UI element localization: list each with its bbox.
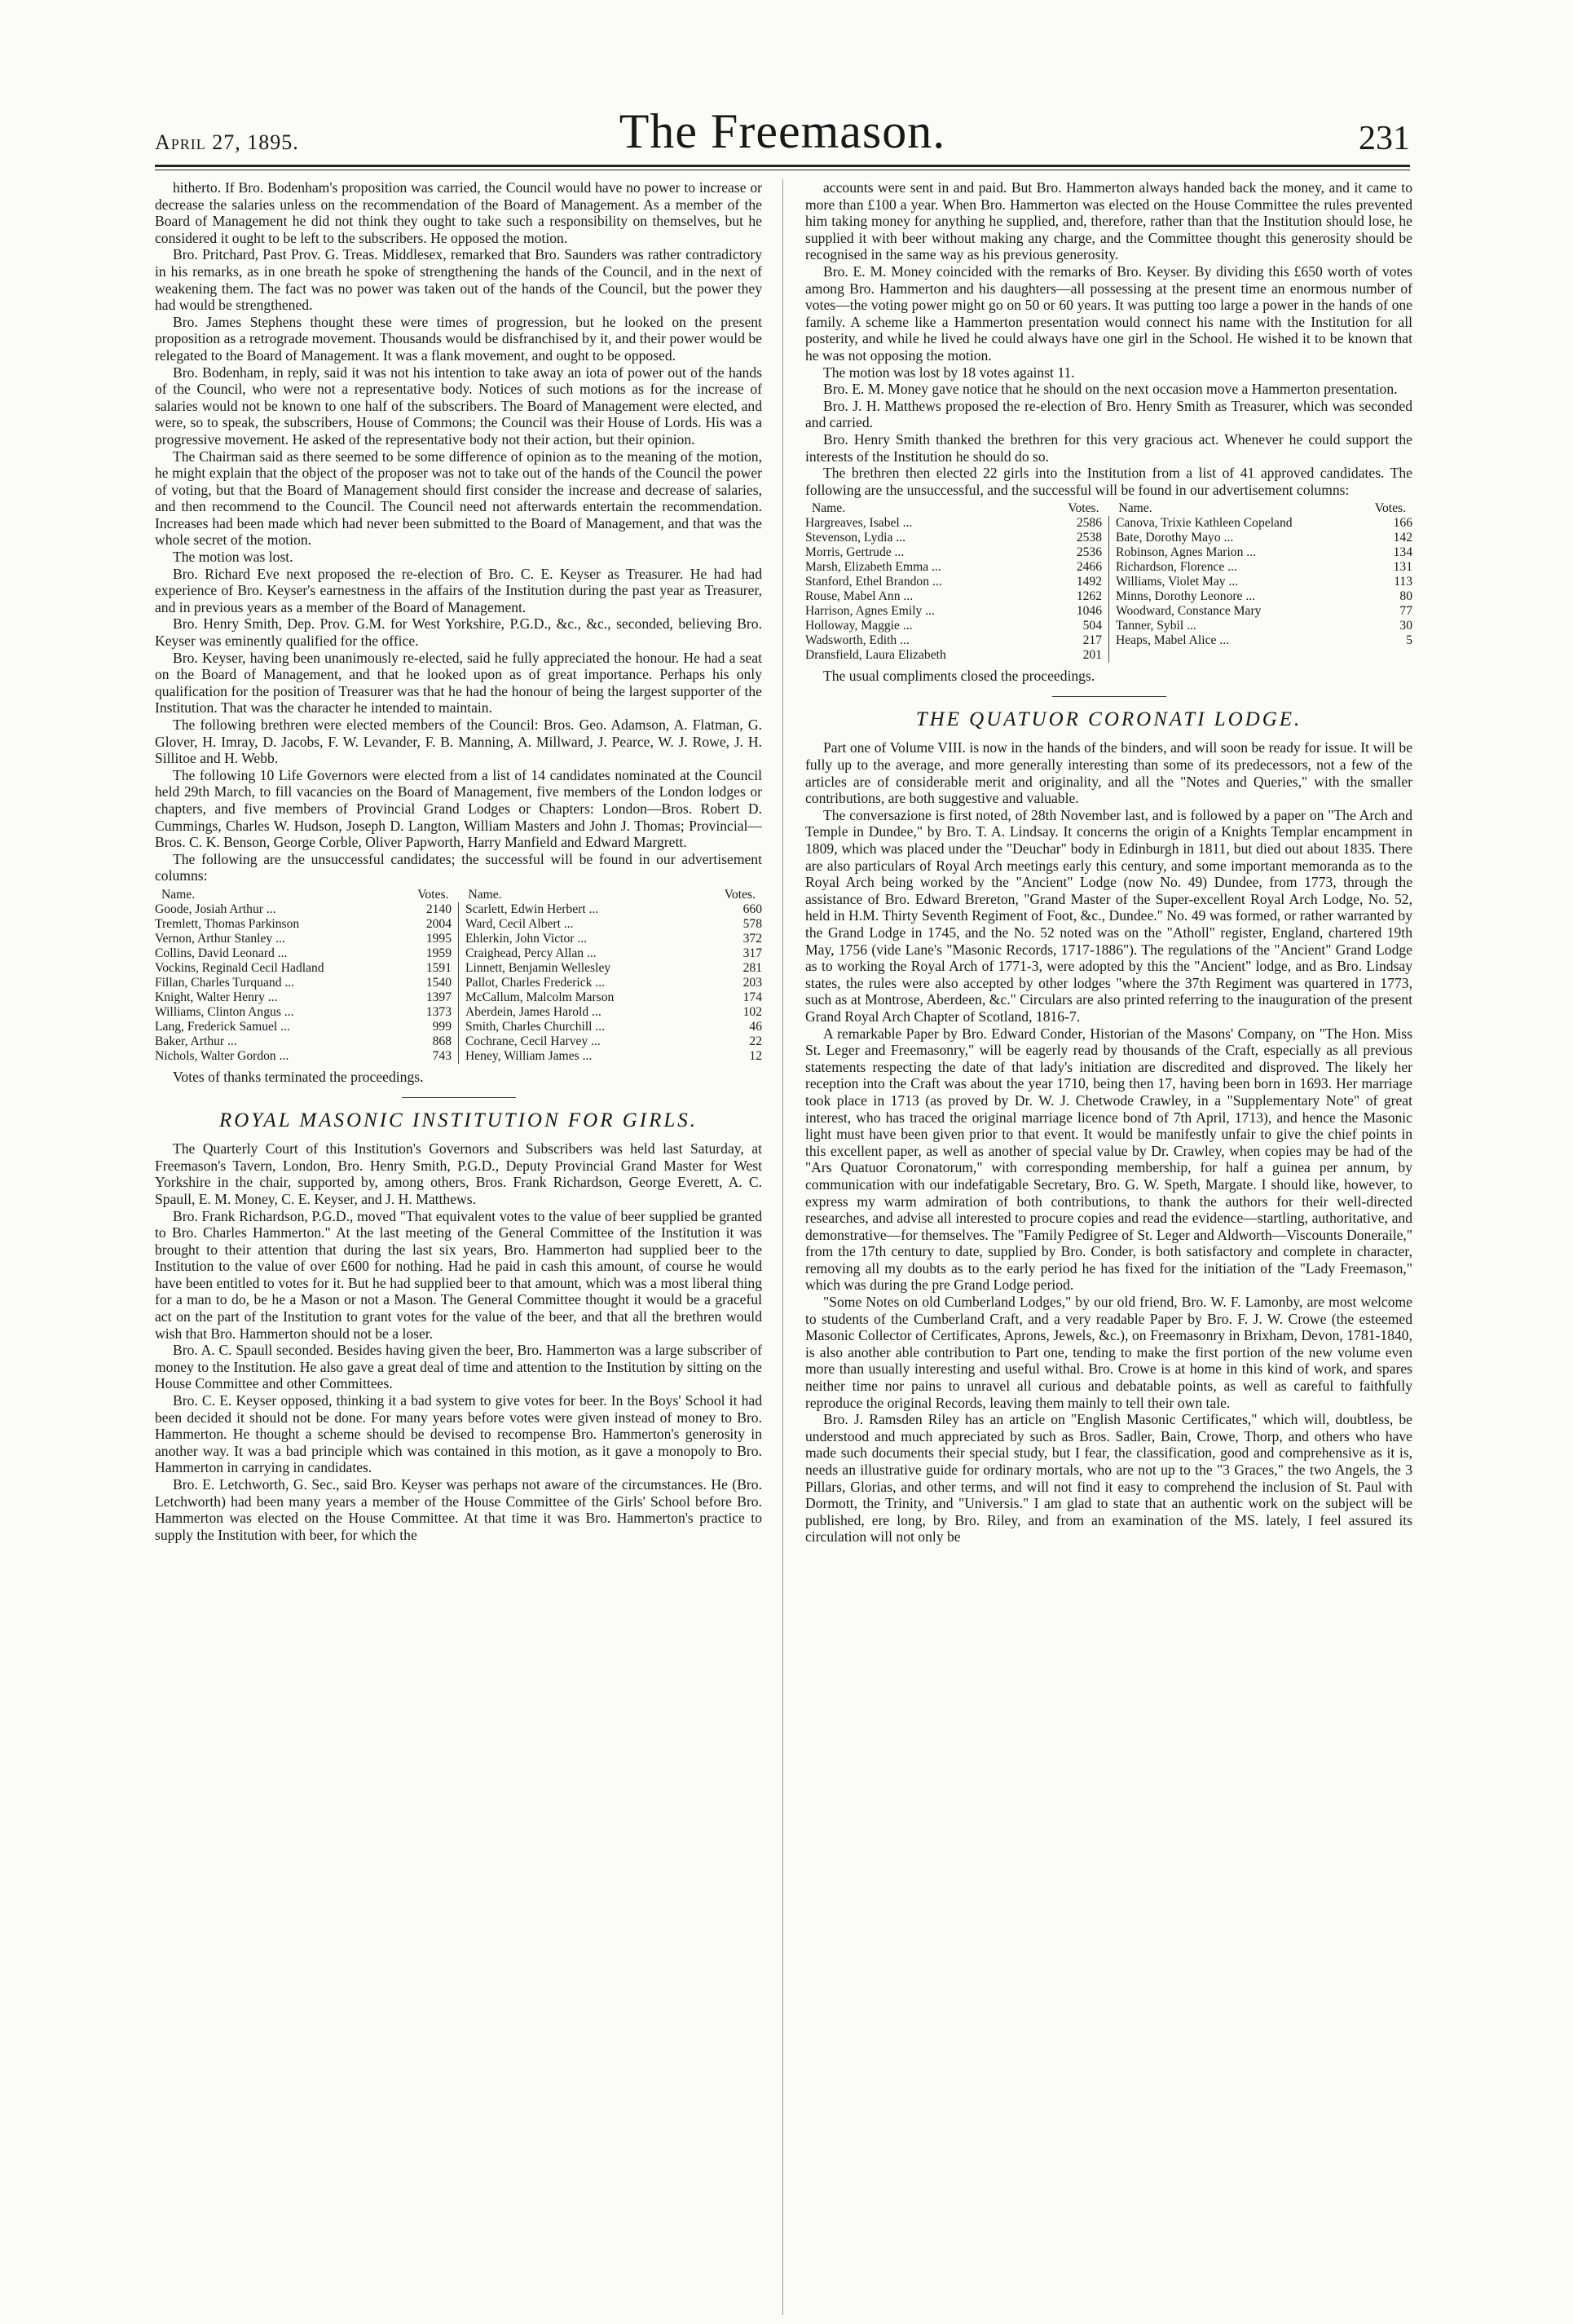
candidate-name: Smith, Charles Churchill ... bbox=[465, 1019, 606, 1034]
candidate-name: Tremlett, Thomas Parkinson bbox=[155, 916, 300, 931]
right-paragraphs-a bbox=[805, 179, 1412, 498]
candidate-name: Vockins, Reginald Cecil Hadland bbox=[155, 960, 324, 975]
paragraph: The following are the unsuccessful candidates; the successful will be found in our advertisement columns: bbox=[155, 850, 762, 884]
header-rule bbox=[155, 165, 1410, 167]
vote-row bbox=[465, 1034, 762, 1049]
issue-date: April 27, 1895. bbox=[155, 130, 299, 154]
right-paragraphs-b bbox=[805, 739, 1412, 1546]
candidate-name: Minns, Dorothy Leonore ... bbox=[1116, 589, 1256, 604]
vote-row bbox=[155, 1034, 452, 1049]
candidate-name: Williams, Violet May ... bbox=[1116, 575, 1239, 589]
candidate-votes: 1373 bbox=[425, 1004, 452, 1019]
votes-header-name-1: Name. bbox=[812, 501, 846, 516]
section-rule bbox=[1052, 696, 1166, 697]
candidate-name: McCallum, Malcolm Marson bbox=[465, 990, 615, 1004]
candidate-votes: 317 bbox=[742, 946, 762, 960]
votes-table-header bbox=[155, 888, 762, 902]
vote-row bbox=[465, 990, 762, 1005]
candidate-votes: 77 bbox=[1399, 604, 1412, 619]
vote-row bbox=[1116, 575, 1412, 589]
candidate-name: Pallot, Charles Frederick ... bbox=[465, 975, 606, 990]
vote-row bbox=[465, 902, 762, 917]
paragraph: The motion was lost. bbox=[173, 549, 293, 566]
candidate-votes: 660 bbox=[742, 902, 762, 916]
paragraph: The brethren then elected 22 girls into the Institution from a list of 41 approved candidates. The following are the unsuccessful, and the successful will be found in our advertisement columns: bbox=[805, 465, 1412, 498]
candidate-votes: 1262 bbox=[1076, 589, 1102, 604]
vote-row bbox=[155, 1049, 452, 1064]
vote-row bbox=[465, 932, 762, 946]
vote-row bbox=[805, 619, 1102, 633]
vote-row bbox=[1116, 633, 1412, 648]
vote-row bbox=[465, 961, 762, 976]
paragraph: Bro. James Stephens thought these were times of progression, but he looked on the present proposition as a retrograde movement. Thousands would be disfranchised by it, and their power would be relegated to the Board of Management. It was a flank movement, and ought to be opposed. bbox=[155, 313, 762, 364]
candidate-name: Vernon, Arthur Stanley ... bbox=[155, 931, 285, 946]
candidate-name: Stevenson, Lydia ... bbox=[805, 531, 906, 545]
votes-header-votes-2: Votes. bbox=[724, 887, 756, 902]
vote-row bbox=[155, 1020, 452, 1034]
candidate-votes: 201 bbox=[1082, 648, 1102, 663]
paragraph: Bro. Richard Eve next proposed the re-election of Bro. C. E. Keyser as Treasurer. He had had experience of Bro. Keyser's earnestness in the affairs of the Institution during the past year as Treasurer, and in previous years as a member of the Board of Management. bbox=[155, 565, 762, 615]
left-paragraphs-b bbox=[155, 1140, 762, 1543]
candidate-name: Goode, Josiah Arthur ... bbox=[155, 902, 276, 916]
left-column bbox=[155, 179, 762, 2315]
paragraph: Bro. Henry Smith thanked the brethren for this very gracious act. Whenever he could support the interests of the Institution he should do so. bbox=[805, 430, 1412, 465]
council-votes-table bbox=[155, 888, 762, 1064]
candidate-votes: 166 bbox=[1393, 516, 1412, 531]
paragraph: A remarkable Paper by Bro. Edward Conder, Historian of the Masons' Company, on "The Hon. Miss St. Leger and Freemasonry," will be eagerly read by thousands of the Craft, especially as all previous statements respecting the date of that lady's initiation are discredited and disproved. The likely her reception into the Craft was about the year 1710, being then 17, having been born in 1693. Her marriage took place in 1713 (as proved by Dr. W. J. Chetwode Crawley, in a "Supplementary Note" of great interest, who has traced the original marriage licence bond of 7th April, 1713), and hence the Masonic light must have been given prior to that event. It would be manifestly unfair to give the chief points in this excellent paper, as well as another of special value by Dr. Crawley, when copies may be had of the "Ars Quatuor Coronatorum," with corresponding membership, for half a guinea per annum, by communication with our indefatigable Secretary, Bro. G. W. Speth, Margate. I should like, however, to express my warm admiration of both contributions, to thank the authors for their well-directed researches, and advise all interested to procure copies and read the evidence—startling, authoritative, and demonstrative—for themselves. The "Family Pedigree of St. Leger and Aldworth—Viscounts Doneraile," from the 17th century to date, supplied by Bro. Conder, is both satisfactory and complete in character, removing all my doubts as to the early period he has fixed for the initiation of the "Lady Freemason," which was during the pre Grand Lodge period. bbox=[805, 1025, 1412, 1294]
candidate-votes: 5 bbox=[1406, 633, 1412, 648]
candidate-votes: 217 bbox=[1082, 633, 1102, 648]
paragraph: Bro. C. E. Keyser opposed, thinking it a bad system to give votes for beer. In the Boys' School it had been decided it should not be done. For many years before votes were given instead of money to Bro. Hammerton. He thought a scheme should be devised to recompense Bro. Hammerton's generosity in another way. It was a bad principle which was contained in this motion, as it gave a monopoly to Bro. Hammerton in carrying in candidates. bbox=[155, 1392, 762, 1476]
paragraph: Bro. J. Ramsden Riley has an article on "English Masonic Certificates," which will, doubtless, be understood and much appreciated by such as Bros. Sadler, Bain, Crowe, Thorp, and others who have made such documents their special study, but I fear, the classification, good and comprehensive as it is, needs an illustrative guide for ordinary mortals, who are not up to the "3 Graces," the two Angels, the 3 Pillars, Glorias, and other terms, and will not find it easy to comprehend the inclusion of St. Paul with Dormott, the Trinity, and "Universis." I am glad to state that an authentic work on the subject will be published, ere long, by Bro. Riley, and from an examination of the MS. lately, I feel assured its circulation will not only be bbox=[805, 1411, 1412, 1546]
candidate-name: Lang, Frederick Samuel ... bbox=[155, 1019, 290, 1034]
candidate-votes: 868 bbox=[432, 1034, 452, 1048]
candidate-votes: 2140 bbox=[425, 902, 452, 916]
vote-row bbox=[465, 976, 762, 990]
paragraph: The following 10 Life Governors were elected from a list of 14 candidates nominated at the Council held 29th March, to fill vacancies on the Board of Management, five members of the London lodges or chapters, and five members of Provincial Grand Lodges or Chapters: London—Bros. Robert D. Cummings, Charles W. Hudson, Joseph D. Langton, William Masters and John J. Thomas; Provincial—Bros. C. K. Benson, George Corble, Oliver Papworth, Harry Manfield and Edward Margrett. bbox=[155, 766, 762, 851]
candidate-name: Holloway, Maggie ... bbox=[805, 619, 913, 633]
candidate-votes: 113 bbox=[1394, 575, 1412, 589]
votes-table-header bbox=[805, 501, 1412, 516]
vote-row bbox=[465, 1005, 762, 1020]
paragraph: "Some Notes on old Cumberland Lodges," by our old friend, Bro. W. F. Lamonby, are most welcome to students of the Cumberland Craft, and a very readable Paper by Bro. F. J. W. Crowe (the esteemed Masonic Collector of Certificates, Aprons, Jewels, &c.), on Freemasonry in Brixham, Devon, 1781-1840, is also another able contribution to Part one, tending to make the first portion of the new volume even more than usually interesting and useful withal. Bro. Crowe is at home in this kind of work, and spares neither time nor pains to unravel all curious and debatable points, as well as careful to faithfully reproduce the original Records, leaving them mainly to tell their own tale. bbox=[805, 1294, 1412, 1411]
candidate-name: Ward, Cecil Albert ... bbox=[465, 916, 574, 931]
candidate-name: Stanford, Ethel Brandon ... bbox=[805, 575, 942, 589]
vote-row bbox=[805, 516, 1102, 531]
vote-row bbox=[805, 560, 1102, 575]
paragraph: Bro. A. C. Spaull seconded. Besides having given the beer, Bro. Hammerton was a large subscriber of money to the Institution. He also gave a great deal of time and attention to the Institution by sitting on the House Committee and other Committees. bbox=[155, 1342, 762, 1392]
votes-list-second bbox=[1109, 516, 1412, 663]
candidate-votes: 80 bbox=[1399, 589, 1412, 604]
votes-header-name-2: Name. bbox=[1118, 501, 1152, 516]
paragraph: Part one of Volume VIII. is now in the hands of the binders, and will soon be ready for issue. It will be fully up to the average, and more generally interesting than some of its predecessors, not a few of the articles are of considerable merit and originality, and all the "Notes and Queries," with the smaller contributions, are both suggestive and valuable. bbox=[805, 739, 1412, 807]
candidate-votes: 2466 bbox=[1076, 560, 1102, 575]
closing-note: The usual compliments closed the proceedings. bbox=[823, 668, 1095, 685]
candidate-name: Hargreaves, Isabel ... bbox=[805, 516, 913, 531]
candidate-votes: 1397 bbox=[425, 990, 452, 1004]
vote-row bbox=[805, 575, 1102, 589]
candidate-votes: 142 bbox=[1393, 531, 1412, 545]
candidate-name: Robinson, Agnes Marion ... bbox=[1116, 545, 1256, 560]
vote-row bbox=[465, 917, 762, 932]
column-divider bbox=[782, 179, 783, 2315]
candidate-name: Scarlett, Edwin Herbert ... bbox=[465, 902, 599, 916]
candidate-name: Knight, Walter Henry ... bbox=[155, 990, 278, 1004]
vote-row bbox=[1116, 619, 1412, 633]
candidate-name: Tanner, Sybil ... bbox=[1116, 619, 1196, 633]
candidate-votes: 174 bbox=[742, 990, 762, 1004]
candidate-votes: 372 bbox=[742, 931, 762, 946]
vote-row bbox=[155, 946, 452, 961]
vote-row bbox=[155, 932, 452, 946]
candidate-votes: 1959 bbox=[425, 946, 452, 960]
candidate-votes: 1995 bbox=[425, 931, 452, 946]
candidate-votes: 1046 bbox=[1076, 604, 1102, 619]
vote-row bbox=[155, 990, 452, 1005]
candidate-name: Marsh, Elizabeth Emma ... bbox=[805, 560, 941, 575]
candidate-name: Canova, Trixie Kathleen Copeland bbox=[1116, 516, 1293, 531]
vote-row bbox=[805, 604, 1102, 619]
votes-header-name-1: Name. bbox=[161, 887, 196, 902]
candidate-name: Dransfield, Laura Elizabeth bbox=[805, 648, 946, 663]
candidate-name: Williams, Clinton Angus ... bbox=[155, 1004, 294, 1019]
candidate-name: Nichols, Walter Gordon ... bbox=[155, 1048, 289, 1063]
vote-row bbox=[155, 902, 452, 917]
vote-row bbox=[465, 946, 762, 961]
candidate-votes: 2586 bbox=[1076, 516, 1102, 531]
candidate-name: Linnett, Benjamin Wellesley bbox=[465, 960, 611, 975]
paragraph: Bro. Keyser, having been unanimously re-elected, said he fully appreciated the honour. He had a seat on the Board of Management, and that he looked upon as of great importance. Perhaps his only qualification for the position of Treasurer was that he had the honour of being the largest supporter of the Institution. That was the character he intended to maintain. bbox=[155, 649, 762, 717]
candidate-votes: 131 bbox=[1393, 560, 1412, 575]
candidate-votes: 1492 bbox=[1076, 575, 1102, 589]
candidate-votes: 12 bbox=[749, 1048, 762, 1063]
vote-row bbox=[465, 1020, 762, 1034]
candidate-name: Morris, Gertrude ... bbox=[805, 545, 905, 560]
vote-row bbox=[1116, 589, 1412, 604]
candidate-votes: 281 bbox=[742, 960, 762, 975]
votes-header-votes-2: Votes. bbox=[1374, 501, 1406, 516]
closing-note: Votes of thanks terminated the proceedings. bbox=[173, 1068, 424, 1085]
candidate-name: Collins, David Leonard ... bbox=[155, 946, 288, 960]
candidate-votes: 30 bbox=[1399, 619, 1412, 633]
candidate-name: Harrison, Agnes Emily ... bbox=[805, 604, 935, 619]
candidate-votes: 102 bbox=[742, 1004, 762, 1019]
vote-row bbox=[1116, 516, 1412, 531]
paragraph: accounts were sent in and paid. But Bro. Hammerton always handed back the money, and it came to more than £100 a year. When Bro. Hammerton was elected on the House Committee the rules prevented him taking money for anything he supplied, and, therefore, rather than that the Institution should lose, he supplied it with beer without making any charge, and the Committee thought this generosity should be recognised in the same way as his previous generosity. bbox=[805, 179, 1412, 263]
vote-row bbox=[1116, 560, 1412, 575]
votes-header-name-2: Name. bbox=[468, 887, 502, 902]
candidate-name: Baker, Arthur ... bbox=[155, 1034, 237, 1048]
vote-row bbox=[155, 961, 452, 976]
vote-row bbox=[1116, 545, 1412, 560]
section-title: ROYAL MASONIC INSTITUTION FOR GIRLS. bbox=[218, 1109, 698, 1131]
candidate-votes: 22 bbox=[749, 1034, 762, 1048]
candidate-name: Richardson, Florence ... bbox=[1116, 560, 1237, 575]
right-column bbox=[805, 179, 1412, 2315]
votes-list-second bbox=[459, 902, 762, 1064]
candidate-votes: 203 bbox=[742, 975, 762, 990]
candidate-name: Fillan, Charles Turquand ... bbox=[155, 975, 295, 990]
candidate-name: Craighead, Percy Allan ... bbox=[465, 946, 597, 960]
candidate-name: Wadsworth, Edith ... bbox=[805, 633, 910, 648]
candidate-name: Heaps, Mabel Alice ... bbox=[1116, 633, 1230, 648]
girls-votes-table bbox=[805, 501, 1412, 663]
paragraph: Bro. Bodenham, in reply, said it was not his intention to take away an iota of power out of the hands of the Council, who were not a representative body. Notices of such motions as for the increase of salaries would not be known to one half of the subscribers. The Board of Management were elected, and were, so to speak, the subscribers, House of Commons; the Council was their House of Lords. His was a progressive movement. He asked of the representative body not their action, but their opinion. bbox=[155, 364, 762, 448]
candidate-votes: 134 bbox=[1393, 545, 1412, 560]
candidate-name: Rouse, Mabel Ann ... bbox=[805, 589, 914, 604]
candidate-votes: 2004 bbox=[425, 916, 452, 931]
votes-header-votes-1: Votes. bbox=[417, 887, 449, 902]
candidate-name: Heney, William James ... bbox=[465, 1048, 593, 1063]
candidate-votes: 2538 bbox=[1076, 531, 1102, 545]
section-rule bbox=[402, 1097, 516, 1098]
candidate-name: Aberdein, James Harold ... bbox=[465, 1004, 601, 1019]
left-paragraphs-a bbox=[155, 179, 762, 884]
candidate-votes: 46 bbox=[749, 1019, 762, 1034]
vote-row bbox=[1116, 604, 1412, 619]
candidate-name: Cochrane, Cecil Harvey ... bbox=[465, 1034, 601, 1048]
candidate-name: Ehlerkin, John Victor ... bbox=[465, 931, 588, 946]
page-number: 231 bbox=[1359, 120, 1410, 157]
candidate-votes: 1591 bbox=[425, 960, 452, 975]
paragraph: The Quarterly Court of this Institution's Governors and Subscribers was held last Saturday, at Freemason's Tavern, London, Bro. Henry Smith, P.G.D., Deputy Provincial Grand Master for West Yorkshire in the chair, supported by, among others, Bros. Frank Richardson, George Everett, A. C. Spaull, E. M. Money, C. E. Keyser, and J. H. Matthews. bbox=[155, 1140, 762, 1207]
candidate-name: Bate, Dorothy Mayo ... bbox=[1116, 531, 1234, 545]
votes-list-first bbox=[805, 516, 1109, 663]
candidate-votes: 999 bbox=[432, 1019, 452, 1034]
vote-row bbox=[805, 545, 1102, 560]
vote-row bbox=[155, 1005, 452, 1020]
paragraph: The conversazione is first noted, of 28th November last, and is followed by a paper on "The Arch and Temple in Dundee," by Bro. T. A. Lindsay. It concerns the origin of a Knights Templar encampment in 1809, which was placed under the "Deuchar" body in Edinburgh in 1811, but died out about 1835. There are also particulars of Royal Arch meetings early this century, and some important memoranda as to the Royal Arch being worked by the "Ancient" Lodge (now No. 49) Dundee, from 1773, through the assistance of Bro. Edward Brereton, "Grand Master of the Super-excellent Royal Arch Lodge, No. 52, held in H.M. Thirty Seventh Regiment of Foot, &c., Dundee." No. 49 was formed, or rather warranted by the Grand Lodge in 1745, and the No. 52 noted was on the "Atholl" register, England, chartered 19th May, 1756 (vide Lane's "Masonic Records, 1717-1886"). The regulations of the "Ancient" Grand Lodge as to working the Royal Arch of 1771-3, were adopted by this the "Ancient" lodge, and as Bro. Lindsay states, the rules were also accepted by other lodges "where the 37th Regiment was quartered in 1773, such as at Montrose, Aberdeen, &c." Circulars are also printed referring to the inauguration of the present Grand Royal Arch Chapter of Scotland, 1816-7. bbox=[805, 806, 1412, 1025]
paragraph: Bro. J. H. Matthews proposed the re-election of Bro. Henry Smith as Treasurer, which was seconded and carried. bbox=[805, 397, 1412, 431]
masthead-title: The Freemason. bbox=[619, 104, 946, 158]
votes-list-first bbox=[155, 902, 459, 1064]
section-title: THE QUATUOR CORONATI LODGE. bbox=[915, 708, 1302, 730]
candidate-votes: 2536 bbox=[1076, 545, 1102, 560]
paragraph: The following brethren were elected members of the Council: Bros. Geo. Adamson, A. Flatman, G. Glover, H. Imray, D. Jacobs, F. W. Levander, F. B. Manning, A. Millward, J. Pearce, W. J. Rowe, J. H. Sillitoe and H. Webb. bbox=[155, 717, 762, 767]
paragraph: The Chairman said as there seemed to be some difference of opinion as to the meaning of the motion, he might explain that the object of the proposer was not to take out of the hands of the Council the power of voting, but that the Board of Management should first consider the increase and decrease of salaries, and then recommend to the Council. The Council need not afterwards entertain the recommendation. Increases had been made which had never been submitted to the Board of Management, and that was the whole secret of the motion. bbox=[155, 448, 762, 549]
candidate-votes: 743 bbox=[432, 1048, 452, 1063]
vote-row bbox=[155, 976, 452, 990]
paragraph: Bro. Frank Richardson, P.G.D., moved "That equivalent votes to the value of beer supplied be granted to Bro. Charles Hammerton." At the last meeting of the General Committee of the Institution it was brought to their attention that during the last six years, Bro. Hammerton had supplied beer to the Institution to the value of over £600 for nothing. Had he paid in cash this amount, of course he would have been entitled to votes for it. But he had supplied beer to that amount, which was a most liberal thing for a man to do, be he a Mason or not a Mason. The General Committee thought it would be a graceful act on the part of the Institution to grant votes for the value of the beer, and that all the brethren would wish that Bro. Hammerton should not be a loser. bbox=[155, 1207, 762, 1342]
vote-row bbox=[805, 589, 1102, 604]
candidate-votes: 504 bbox=[1082, 619, 1102, 633]
candidate-name: Woodward, Constance Mary bbox=[1116, 604, 1262, 619]
vote-row bbox=[1116, 531, 1412, 545]
paragraph: The motion was lost by 18 votes against 11. bbox=[823, 364, 1075, 381]
paragraph: Bro. E. Letchworth, G. Sec., said Bro. Keyser was perhaps not aware of the circumstances. He (Bro. Letchworth) had been many years a member of the House Committee of the Girls' School before Bro. Hammerton was elected on the House Committee. At that time it was Bro. Hammerton's practice to supply the Institution with beer, for which the bbox=[155, 1476, 762, 1543]
candidate-votes: 1540 bbox=[425, 975, 452, 990]
page-header bbox=[155, 98, 1410, 165]
votes-header-votes-1: Votes. bbox=[1068, 501, 1099, 516]
paragraph: Bro. E. M. Money coincided with the remarks of Bro. Keyser. By dividing this £650 worth of votes among Bro. Hammerton and his daughters—all possessing at the present time an enormous number of votes—the voting power might go on 50 or 60 years. It was putting too large a power in the hands of one family. A scheme like a Hammerton presentation would connect his name with the Institution for all posterity, and while he lived he could always have one girl in the School. He wished it to be known that he was not opposing the motion. bbox=[805, 262, 1412, 364]
vote-row bbox=[805, 633, 1102, 648]
candidate-votes: 578 bbox=[742, 916, 762, 931]
vote-row bbox=[805, 531, 1102, 545]
paragraph: Bro. Pritchard, Past Prov. G. Treas. Middlesex, remarked that Bro. Saunders was rather contradictory in his remarks, as in one breath he spoke of strengthening the hands of the Council, and in the next of weakening them. The fact was no power was taken out of the hands of the Council, but the power they had would be strengthened. bbox=[155, 246, 762, 314]
vote-row bbox=[465, 1049, 762, 1064]
paragraph: hitherto. If Bro. Bodenham's proposition was carried, the Council would have no power to increase or decrease the salaries unless on the recommendation of the Board of Management. As a member of the Board of Management he did not think they ought to take such a responsibility on themselves, but he considered it ought to be left to the subscribers. He opposed the motion. bbox=[155, 179, 762, 246]
paragraph: Bro. Henry Smith, Dep. Prov. G.M. for West Yorkshire, P.G.D., &c., &c., seconded, believing Bro. Keyser was eminently qualified for the office. bbox=[155, 615, 762, 650]
vote-row bbox=[155, 917, 452, 932]
vote-row bbox=[805, 648, 1102, 663]
paragraph: Bro. E. M. Money gave notice that he should on the next occasion move a Hammerton presentation. bbox=[823, 381, 1398, 398]
